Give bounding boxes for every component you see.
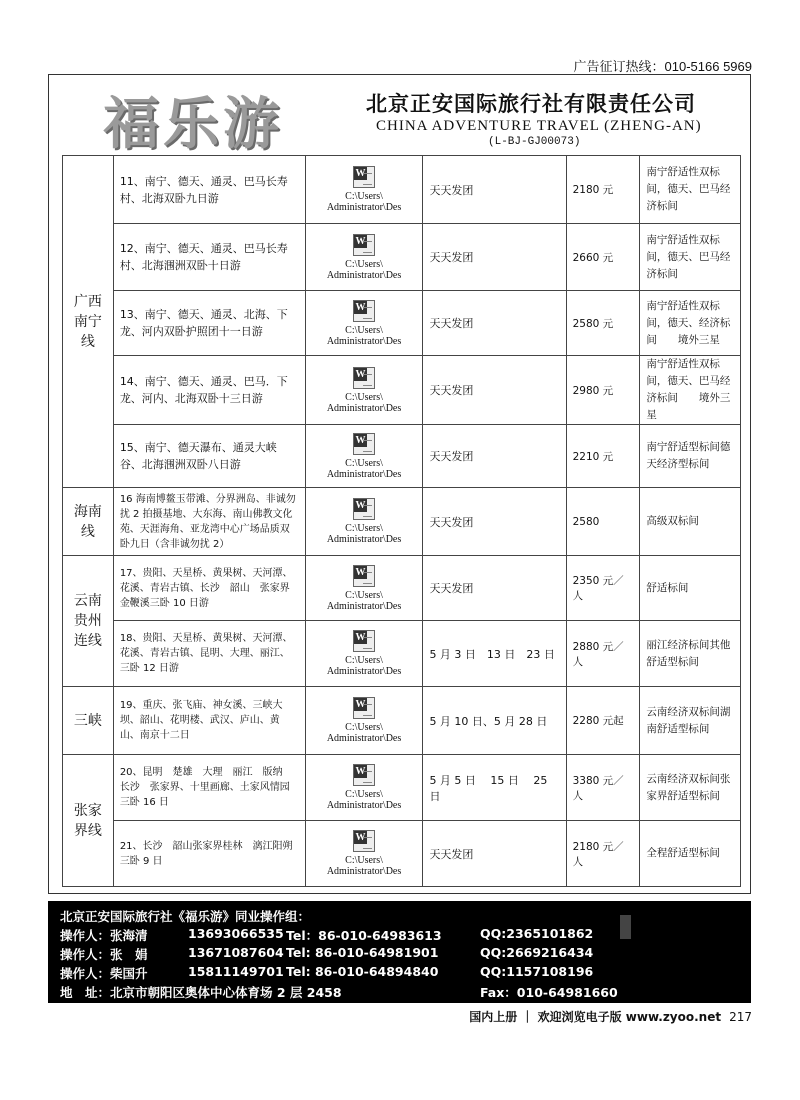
word-document-icon: W (353, 498, 375, 520)
operator-tel: Tel: 86-010-64894840 (286, 964, 439, 979)
route-description: 21、长沙 韶山张家界桂林 漓江阳朔三卧 9 日 (113, 821, 305, 887)
doc-path-line1: C:\Users\ (345, 589, 383, 601)
operator-mobile: 15811149701 (188, 964, 284, 979)
departure-date: 天天发团 (423, 821, 566, 887)
doc-path-line2: Administrator\Des (326, 866, 402, 877)
footer-slogan: 国内上册 ｜ 欢迎浏览电子版 www.zyoo.net (469, 1010, 722, 1024)
price: 2350 元／人 (566, 556, 640, 621)
operator-qq: QQ:1157108196 (480, 964, 594, 979)
region-cell: 广西南宁线 (63, 156, 114, 488)
decorative-block (620, 915, 631, 939)
doc-attachment[interactable] (305, 356, 423, 425)
doc-path-line2: Administrator\Des (326, 202, 402, 213)
doc-attachment[interactable] (305, 224, 423, 291)
departure-date: 天天发团 (423, 556, 566, 621)
contact-footer (48, 901, 751, 1003)
room-type: 舒适标间 (640, 556, 741, 621)
room-type: 南宁舒适性双标间，德天、经济标间 境外三星 (640, 291, 741, 356)
operator-name: 操作人：柴国升 (60, 966, 148, 981)
price: 2580 (566, 488, 640, 556)
table-row (63, 556, 741, 621)
footer-title: 北京正安国际旅行社《福乐游》同业操作组： (60, 909, 311, 924)
operator-mobile: 13671087604 (188, 945, 284, 960)
price: 2180 元／人 (566, 821, 640, 887)
departure-date: 5 月 5 日 15 日 25 日 (423, 755, 566, 821)
departure-date: 天天发团 (423, 356, 566, 425)
price: 2980 元 (566, 356, 640, 425)
departure-date: 天天发团 (423, 291, 566, 356)
departure-date: 5 月 10 日、5 月 28 日 (423, 687, 566, 755)
departure-date: 天天发团 (423, 425, 566, 488)
operator-qq: QQ:2669216434 (480, 945, 594, 960)
word-document-icon: W (353, 565, 375, 587)
doc-path-line1: C:\Users\ (345, 722, 383, 733)
doc-path-line2: Administrator\Des (326, 534, 402, 545)
doc-path-line2: Administrator\Des (326, 666, 402, 677)
operator-tel: Tel：86-010-64983613 (286, 928, 442, 943)
table-row (63, 687, 741, 755)
footer-address: 地 址：北京市朝阳区奥体中心体育场 2 层 2458 (60, 985, 342, 1000)
route-description: 17、贵阳、天星桥、黄果树、天河潭、花溪、青岩古镇、长沙 韶山 张家界 金鞭溪三卧 10 日游 (113, 556, 305, 621)
route-description: 20、昆明 楚雄 大理 丽江 版纳 长沙 张家界、十里画廊、土家风情园三卧 16 日 (113, 755, 305, 821)
room-type: 南宁舒适性双标间，德天、巴马经济标间 (640, 156, 741, 224)
operator-mobile: 13693066535 (188, 926, 284, 941)
route-description: 13、南宁、德天、通灵、北海、下龙、河内双卧护照团十一日游 (113, 291, 305, 356)
doc-attachment[interactable] (305, 687, 423, 755)
table-row (63, 488, 741, 556)
room-type: 丽江经济标间其他舒适型标间 (640, 621, 741, 687)
room-type: 高级双标间 (640, 488, 741, 556)
route-description: 11、南宁、德天、通灵、巴马长寿村、北海双卧九日游 (113, 156, 305, 224)
page-header (48, 74, 751, 157)
table-row (63, 156, 741, 224)
route-description: 14、南宁、德天、通灵、巴马．下龙、河内、北海双卧十三日游 (113, 356, 305, 425)
room-type: 全程舒适型标间 (640, 821, 741, 887)
license-number: (L-BJ-GJ00073) (488, 136, 581, 148)
company-name-cn: 北京正安国际旅行社有限责任公司 (366, 92, 696, 116)
doc-path-line1: C:\Users\ (345, 789, 383, 800)
word-document-icon: W (353, 764, 375, 786)
operator-name: 操作人：张海清 (60, 928, 148, 943)
doc-path-line1: C:\Users\ (345, 523, 383, 534)
table-row (63, 291, 741, 356)
doc-path-line1: C:\Users\ (345, 258, 383, 270)
doc-path-line2: Administrator\Des (326, 269, 402, 281)
room-type: 南宁舒适性双标间，德天、巴马经济标间 境外三星 (640, 356, 741, 425)
route-description: 16 海南博鳌玉带滩、分界洲岛、非诚勿扰 2 拍摄基地、大东海、南山佛教文化苑、天涯海角、亚龙湾中心广场品质双卧九日（含非诚勿扰 2） (113, 488, 305, 556)
doc-path-line1: C:\Users\ (345, 391, 383, 403)
doc-path-line1: C:\Users\ (345, 324, 383, 336)
price: 2880 元／人 (566, 621, 640, 687)
word-document-icon: W (353, 166, 375, 188)
price: 3380 元／人 (566, 755, 640, 821)
table-row (63, 356, 741, 425)
route-table (62, 155, 741, 887)
doc-path-line2: Administrator\Des (326, 800, 402, 811)
price: 2180 元 (566, 156, 640, 224)
doc-path-line2: Administrator\Des (326, 733, 402, 744)
departure-date: 5 月 3 日 13 日 23 日 (423, 621, 566, 687)
operator-tel: Tel: 86-010-64981901 (286, 945, 439, 960)
route-description: 19、重庆、张飞庙、神女溪、三峡大坝、韶山、花明楼、武汉、庐山、黄山、南京十二日 (113, 687, 305, 755)
word-document-icon: W (353, 630, 375, 652)
region-cell: 云南贵州连线 (63, 556, 114, 687)
doc-path-line2: Administrator\Des (326, 335, 402, 347)
page-footer (469, 1008, 752, 1025)
word-document-icon: W (353, 433, 375, 455)
doc-attachment[interactable] (305, 425, 423, 488)
room-type: 云南经济双标间湖南舒适型标间 (640, 687, 741, 755)
footer-fax: Fax：010-64981660 (480, 985, 618, 1000)
price: 2280 元起 (566, 687, 640, 755)
region-cell: 三峡 (63, 687, 114, 755)
region-cell: 张家界线 (63, 755, 114, 887)
route-description: 15、南宁、德天瀑布、通灵大峡谷、北海涠洲双卧八日游 (113, 425, 305, 488)
route-description: 12、南宁、德天、通灵、巴马长寿村、北海涠洲双卧十日游 (113, 224, 305, 291)
brand-logo: 福乐游 (103, 91, 283, 157)
doc-attachment[interactable] (305, 291, 423, 356)
page-number: 217 (729, 1010, 752, 1024)
doc-attachment[interactable] (305, 488, 423, 556)
departure-date: 天天发团 (423, 224, 566, 291)
doc-path-line1: C:\Users\ (345, 655, 383, 666)
doc-path-line2: Administrator\Des (326, 468, 402, 480)
table-row (63, 821, 741, 887)
doc-path-line1: C:\Users\ (345, 457, 383, 469)
route-description: 18、贵阳、天星桥、黄果树、天河潭、花溪、青岩古镇、昆明、大理、丽江、三卧 12 日游 (113, 621, 305, 687)
doc-path-line2: Administrator\Des (326, 600, 402, 612)
price: 2580 元 (566, 291, 640, 356)
room-type: 南宁舒适性双标间，德天、巴马经济标间 (640, 224, 741, 291)
departure-date: 天天发团 (423, 488, 566, 556)
operator-qq: QQ:2365101862 (480, 926, 594, 941)
price: 2660 元 (566, 224, 640, 291)
doc-attachment[interactable] (305, 821, 423, 887)
doc-attachment[interactable] (305, 621, 423, 687)
doc-path-line1: C:\Users\ (345, 855, 383, 866)
departure-date: 天天发团 (423, 156, 566, 224)
operator-name: 操作人：张 娟 (60, 947, 148, 962)
region-cell: 海南线 (63, 488, 114, 556)
table-row (63, 425, 741, 488)
price: 2210 元 (566, 425, 640, 488)
doc-attachment[interactable] (305, 556, 423, 621)
room-type: 云南经济双标间张家界舒适型标间 (640, 755, 741, 821)
doc-path-line1: C:\Users\ (345, 191, 383, 202)
ad-hotline: 广告征订热线：010-5166 5969 (573, 59, 752, 74)
doc-attachment[interactable] (305, 156, 423, 224)
table-row (63, 755, 741, 821)
word-document-icon: W (353, 697, 375, 719)
room-type: 南宁舒适型标间德天经济型标间 (640, 425, 741, 488)
word-document-icon: W (353, 234, 375, 256)
table-row (63, 224, 741, 291)
word-document-icon: W (353, 300, 375, 322)
word-document-icon: W (353, 367, 375, 389)
doc-attachment[interactable] (305, 755, 423, 821)
table-row (63, 621, 741, 687)
word-document-icon: W (353, 830, 375, 852)
company-name-en: CHINA ADVENTURE TRAVEL (ZHENG-AN) (376, 118, 702, 134)
doc-path-line2: Administrator\Des (326, 402, 402, 414)
